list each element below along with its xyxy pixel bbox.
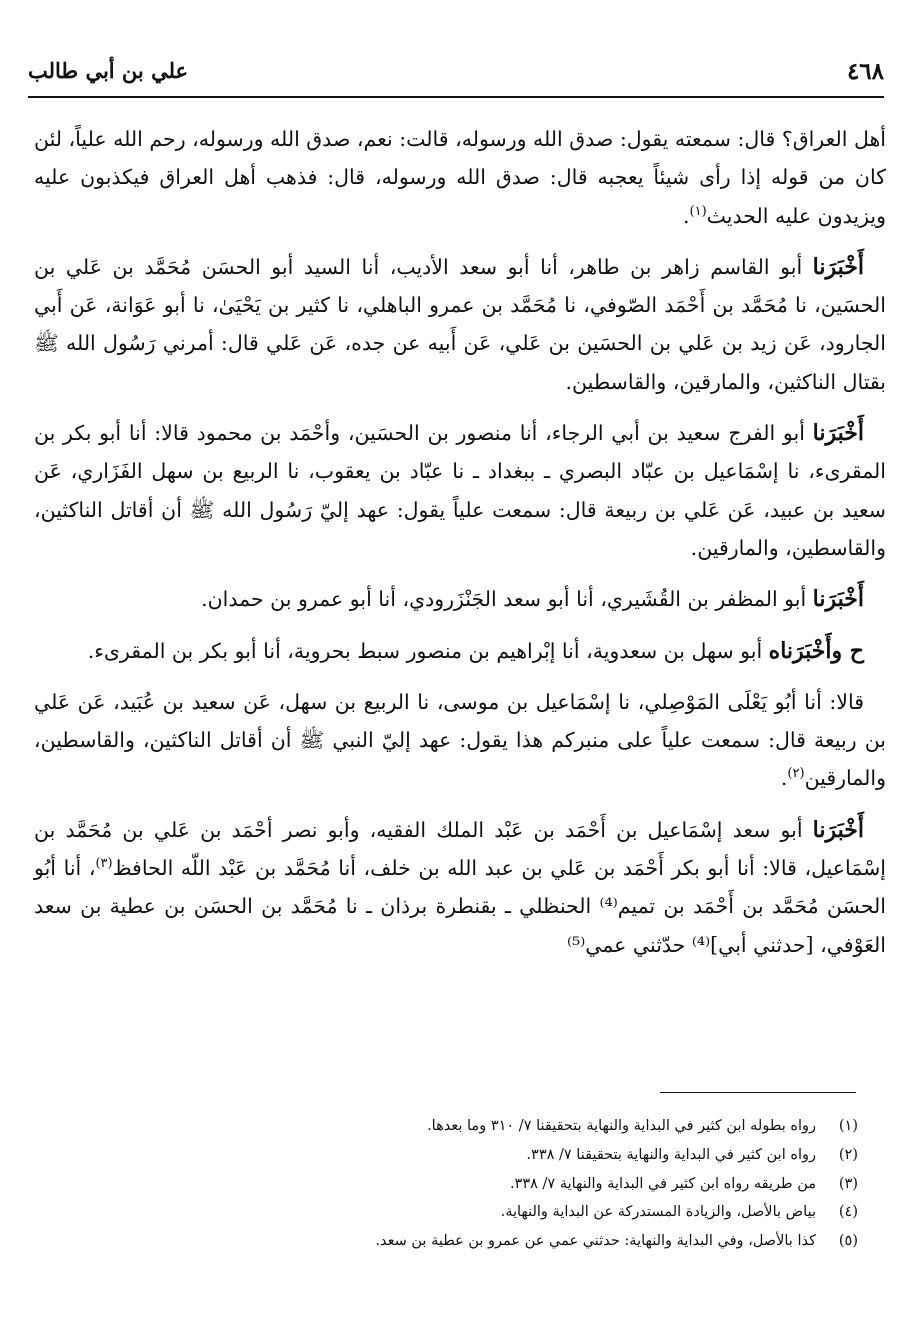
footnote-text: من طريقه رواه ابن كثير في البداية والنهاية ٧/ ٣٣٨. bbox=[509, 1175, 816, 1192]
page-header bbox=[28, 58, 884, 94]
paragraph-tail: . bbox=[780, 766, 788, 791]
paragraph-text: أبو المظفر بن القُشَيري، أنا أبو سعد الجَنْزَرودي، أنا أبو عمرو بن حمدان. bbox=[201, 587, 813, 612]
paragraph bbox=[34, 414, 886, 567]
footnote bbox=[60, 1170, 858, 1199]
footnote-number: (٣) bbox=[838, 1175, 858, 1192]
footnote-number: (٢) bbox=[838, 1146, 858, 1163]
paragraph-keyword: أَخْبَرَنا bbox=[812, 816, 864, 843]
main-text bbox=[34, 120, 886, 977]
paragraph-tail: . bbox=[682, 203, 690, 228]
paragraph-text: قالا: أنا أبُو يَعْلَى المَوْصِلي، نا إسْمَاعيل بن موسى، نا الربيع بن سهل، عَن سعيد بن عُبَيد، عَن عَلي بن ربيعة قال: سمعت علياً على منبركم هذا يقول: عهد إليّ النبي ﷺ أن أقاتل الناكثين، والقاسطين، والمارقين bbox=[34, 689, 886, 791]
footnote-rule bbox=[660, 1092, 856, 1093]
paragraph-text: أهل العراق؟ قال: سمعته يقول: صدق الله ورسوله، قالت: نعم، صدق الله ورسوله، رحم الله علياً، لئن كان من قوله إذا رأى شيئاً يعجبه قال: صدق الله ورسوله، قال: فذهب أهل العراق فيكذبون عليه ويزيدون عليه الحديث bbox=[34, 127, 886, 228]
paragraph-text: أبو الفرج سعيد بن أبي الرجاء، أنا منصور بن الحسَين، وأحْمَد بن محمود قالا: أنا أبو بكر بن المقرىء، نا إسْمَاعيل بن عبّاد البصري ـ ببغداد ـ نا عبّاد بن يعقوب، نا الربيع بن سهل الفَزَاري، عَن سعيد بن عبيد، عَن عَلي بن ربيعة قال: سمعت علياً يقول: عهد إليّ رَسُول الله ﷺ أن أقاتل الناكثين، والقاسطين، والمارقين. bbox=[34, 421, 887, 560]
footnote-text: رواه ابن كثير في البداية والنهاية بتحقيقنا ٧/ ٣٣٨. bbox=[526, 1146, 816, 1163]
footnotes bbox=[60, 1112, 858, 1256]
paragraph bbox=[34, 580, 886, 618]
header-rule bbox=[28, 96, 884, 98]
paragraph bbox=[34, 248, 886, 401]
footnote-marker: (١) bbox=[689, 203, 707, 219]
footnote bbox=[60, 1141, 858, 1170]
footnote-number: (٤) bbox=[838, 1204, 858, 1221]
footnote-marker: (٢) bbox=[787, 766, 805, 782]
paragraph bbox=[34, 811, 886, 964]
paragraph bbox=[34, 683, 886, 798]
page-number: ٤٦٨ bbox=[846, 58, 884, 85]
paragraph-keyword: أَخْبَرَنا bbox=[812, 420, 864, 447]
footnote bbox=[60, 1112, 858, 1141]
paragraph bbox=[34, 632, 886, 670]
paragraph-keyword: ح وأَخْبَرَناه bbox=[768, 637, 864, 664]
footnote-text: كذا بالأصل، وفي البداية والنهاية: حدثني عمي عن عمرو بن عطية بن سعد. bbox=[375, 1233, 816, 1250]
footnote-text: بياض بالأصل، والزيادة المستدركة عن البداية والنهاية. bbox=[500, 1204, 816, 1221]
paragraph bbox=[34, 120, 886, 235]
paragraph-text: أبو سعد إسْمَاعيل بن أَحْمَد بن عَبْد الملك الفقيه، وأبو نصر أحْمَد بن عَلي بن مُحَمَّد بن إسْمَاعيل، قالا: أنا أبو بكر أَحْمَد بن عَلي بن عبد الله بن خلف، أنا مُحَمَّد بن عَبْد اللّه الحافظ bbox=[34, 817, 887, 881]
paragraph-tail: ، أنا أبُو الحسَن مُحَمَّد بن أَحْمَد بن تميم⁽⁴⁾ الحنظلي ـ بقنطرة برذان ـ نا مُحَمَّد بن الحسَن بن عطية بن سعد العَوْفي، [حدثني أبي]⁽⁴⁾ حدّثني عمي⁽⁵⁾ bbox=[34, 856, 886, 957]
footnote-number: (١) bbox=[838, 1118, 858, 1134]
running-title: علي بن أبي طالب bbox=[28, 58, 189, 83]
paragraph-text: أبو سهل بن سعدوية، أنا إبْراهيم بن منصور سبط بحروية، أنا أبو بكر بن المقرىء. bbox=[87, 638, 769, 663]
paragraph-text: أبو القاسم زاهر بن طاهر، أنا أبو سعد الأديب، أنا السيد أبو الحسَن مُحَمَّد بن عَلي بن الحسَين، نا مُحَمَّد بن أَحْمَد الصّوفي، نا مُحَمَّد بن عمرو الباهلي، نا كثير بن يَحْيَىٰ، نا أبو عَوَانة، عَن أَبي الجارود، عَن زيد بن عَلي بن الحسَين بن عَلي، عَن أَبيه عن جده، عَن عَلي قال: أمرني رَسُول الله ﷺ بقتال الناكثين، والمارقين، والقاسطين. bbox=[34, 254, 886, 394]
footnote bbox=[60, 1198, 858, 1227]
footnote bbox=[60, 1227, 858, 1256]
footnote-text: رواه بطوله ابن كثير في البداية والنهاية بتحقيقنا ٧/ ٣١٠ وما بعدها. bbox=[427, 1118, 816, 1134]
footnote-number: (٥) bbox=[838, 1233, 858, 1250]
paragraph-keyword: أَخْبَرَنا bbox=[812, 253, 864, 280]
paragraph-keyword: أَخْبَرَنا bbox=[812, 586, 864, 613]
footnote-marker: (٣) bbox=[95, 856, 113, 872]
